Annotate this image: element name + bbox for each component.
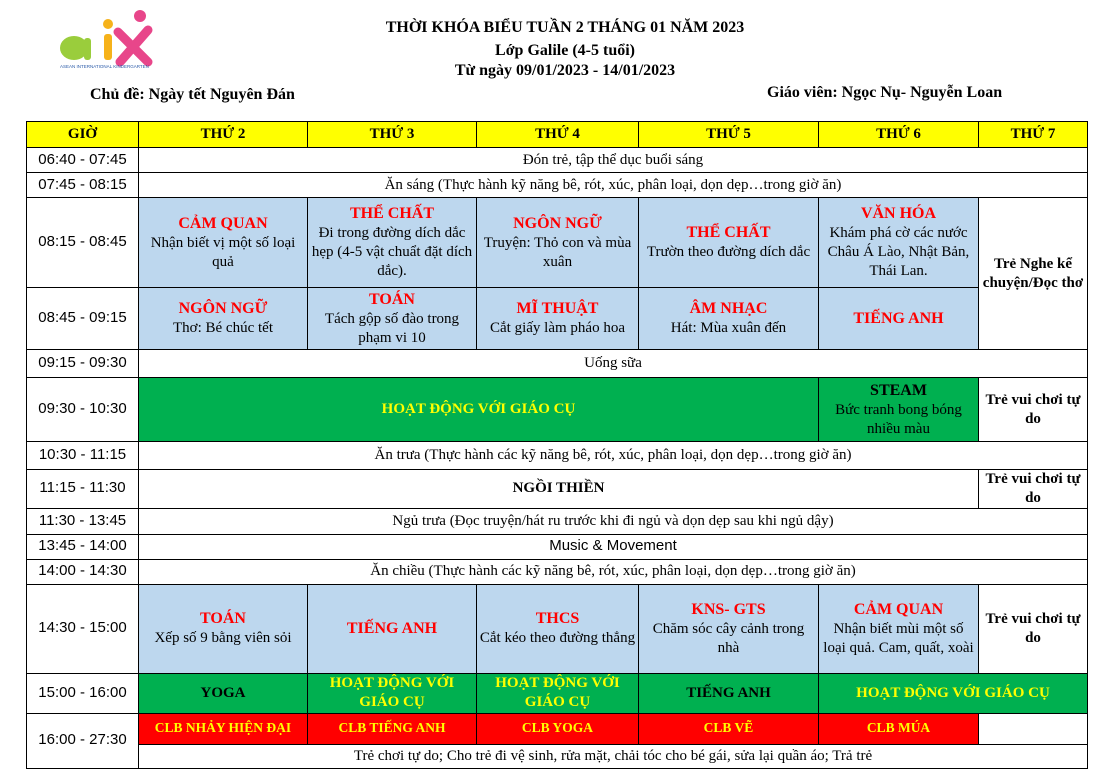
lesson-cell — [639, 288, 819, 350]
page-title: THỜI KHÓA BIỂU TUẦN 2 THÁNG 01 NĂM 2023 — [385, 19, 745, 36]
empty-cell — [979, 713, 1088, 744]
time-cell: 11:30 - 13:45 — [27, 508, 139, 534]
activity-label: HOẠT ĐỘNG VỚI GIÁO CỤ — [329, 675, 455, 710]
header-time: GIỜ — [27, 122, 139, 148]
lesson-cell — [819, 198, 979, 288]
subject-label: TIẾNG ANH — [853, 309, 944, 327]
activity-cell: Music & Movement — [139, 534, 1088, 559]
saturday-cell: Trẻ vui chơi tự do — [979, 584, 1088, 673]
activity-cell — [308, 673, 477, 713]
club-label: CLB NHẢY HIỆN ĐẠI — [154, 720, 292, 736]
lesson-desc: Truyện: Thỏ con và mùa xuân — [483, 234, 632, 270]
subject-label: TOÁN — [200, 610, 246, 628]
club-cell — [308, 713, 477, 744]
activity-label: NGỒI THIỀN — [512, 480, 605, 497]
subject-label: CẢM QUAN — [853, 600, 944, 618]
subject-label: KNS- GTS — [691, 600, 766, 618]
time-cell: 10:30 - 11:15 — [27, 442, 139, 470]
table-row — [27, 148, 1088, 173]
lesson-desc: Cắt giấy làm pháo hoa — [490, 320, 625, 337]
time-cell: 14:30 - 15:00 — [27, 584, 139, 673]
table-row — [27, 713, 1088, 744]
subject-label: MĨ THUẬT — [516, 300, 599, 318]
saturday-cell: Trẻ vui chơi tự do — [979, 378, 1088, 442]
subject-label: TOÁN — [369, 290, 415, 308]
topic: Chủ đề: Ngày tết Nguyên Đán — [90, 86, 295, 103]
time-cell: 08:15 - 08:45 — [27, 198, 139, 288]
lesson-desc: Nhận biết vị một số loại quả — [150, 234, 296, 270]
header-row — [27, 122, 1088, 148]
subject-label: NGÔN NGỮ — [513, 214, 602, 232]
lesson-desc: Trườn theo đường dích dắc — [646, 244, 811, 261]
activity-cell: Ăn sáng (Thực hành kỹ năng bê, rót, xúc, phân loại, dọn dẹp…trong giờ ăn) — [139, 173, 1088, 198]
club-cell — [639, 713, 819, 744]
header-wed: THỨ 4 — [477, 122, 639, 148]
lesson-desc: Chăm sóc cây cảnh trong nhà — [652, 620, 805, 656]
activity-label: HOẠT ĐỘNG VỚI GIÁO CỤ — [495, 675, 620, 710]
time-cell: 09:30 - 10:30 — [27, 378, 139, 442]
activity-cell: Trẻ chơi tự do; Cho trẻ đi vệ sinh, rửa mặt, chải tóc cho bé gái, sửa lại quần áo; Trả trẻ — [139, 744, 1088, 768]
activity-cell — [639, 673, 819, 713]
header-thu: THỨ 5 — [639, 122, 819, 148]
header-sat: THỨ 7 — [979, 122, 1088, 148]
table-row — [27, 534, 1088, 559]
table-row — [27, 584, 1088, 673]
activity-cell: Ăn chiều (Thực hành các kỹ năng bê, rót, xúc, phân loại, dọn dẹp…trong giờ ăn) — [139, 559, 1088, 584]
table-row — [27, 198, 1088, 288]
time-cell: 09:15 - 09:30 — [27, 350, 139, 378]
club-label: CLB VẼ — [703, 720, 754, 736]
teachers: Giáo viên: Ngọc Nụ- Nguyễn Loan — [767, 84, 1003, 101]
activity-cell: Ăn trưa (Thực hành các kỹ năng bê, rót, xúc, phân loại, dọn dẹp…trong giờ ăn) — [139, 442, 1088, 470]
activity-label: HOẠT ĐỘNG VỚI GIÁO CỤ — [381, 401, 576, 418]
table-row — [27, 442, 1088, 470]
subject-label: VĂN HÓA — [860, 205, 937, 223]
header-fri: THỨ 6 — [819, 122, 979, 148]
activity-cell — [139, 378, 819, 442]
activity-cell — [819, 673, 1088, 713]
table-row — [27, 173, 1088, 198]
saturday-cell: Trẻ Nghe kể chuyện/Đọc thơ — [979, 198, 1088, 350]
lesson-desc: Bức tranh bong bóng nhiều màu — [835, 401, 962, 437]
logo-caption: ASEAN INTERNATIONAL KINDERGARTEN — [60, 64, 149, 69]
club-label: CLB YOGA — [521, 720, 594, 736]
subject-label: NGÔN NGỮ — [178, 300, 268, 318]
lesson-cell — [308, 198, 477, 288]
club-cell — [477, 713, 639, 744]
activity-cell — [477, 673, 639, 713]
date-range: Từ ngày 09/01/2023 - 14/01/2023 — [454, 62, 676, 79]
subject-label: THỂ CHẤT — [349, 205, 434, 223]
time-cell: 15:00 - 16:00 — [27, 673, 139, 713]
lesson-cell — [639, 198, 819, 288]
class-line: Lớp Galile (4-5 tuổi) — [495, 42, 635, 59]
lesson-desc: Tách gộp số đào trong phạm vi 10 — [324, 310, 460, 346]
club-cell — [139, 713, 308, 744]
activity-cell — [139, 470, 979, 509]
lesson-desc: Xếp số 9 bằng viên sỏi — [154, 630, 292, 647]
table-row — [27, 508, 1088, 534]
subject-label: THỂ CHẤT — [686, 224, 771, 242]
lesson-desc: Thơ: Bé chúc tết — [173, 320, 273, 337]
lesson-cell — [819, 288, 979, 350]
activity-cell: Đón trẻ, tập thể dục buổi sáng — [139, 148, 1088, 173]
lesson-cell — [477, 198, 639, 288]
lesson-cell — [819, 584, 979, 673]
lesson-desc: Đi trong đường dích dắc hẹp (4-5 vật chuẩt đặt dích dắc). — [311, 225, 473, 279]
timetable — [26, 121, 1088, 769]
activity-cell: Ngủ trưa (Đọc truyện/hát ru trước khi đi ngủ và dọn dẹp sau khi ngủ dậy) — [139, 508, 1088, 534]
table-row — [27, 470, 1088, 509]
time-cell: 11:15 - 11:30 — [27, 470, 139, 509]
lesson-desc: Hát: Mùa xuân đến — [670, 320, 787, 337]
lesson-desc: Cắt kéo theo đường thẳng — [479, 630, 636, 647]
lesson-cell — [308, 584, 477, 673]
lesson-desc: Khám phá cờ các nước Châu Á Lào, Nhật Bản, Thái Lan. — [827, 225, 970, 279]
table-row — [27, 378, 1088, 442]
activity-label: YOGA — [200, 684, 246, 701]
subject-label: ÂM NHẠC — [689, 300, 768, 318]
time-cell: 07:45 - 08:15 — [27, 173, 139, 198]
activity-cell — [139, 673, 308, 713]
saturday-cell: Trẻ vui chơi tự do — [979, 470, 1088, 509]
activity-label: TIẾNG ANH — [686, 684, 771, 701]
time-cell: 08:45 - 09:15 — [27, 288, 139, 350]
lesson-desc: Nhận biết mùi một số loại quả. Cam, quất, xoài — [823, 620, 974, 656]
lesson-cell — [819, 378, 979, 442]
table-row — [27, 288, 1088, 350]
time-cell: 16:00 - 27:30 — [27, 713, 139, 768]
lesson-cell — [139, 584, 308, 673]
header-tue: THỨ 3 — [308, 122, 477, 148]
table-row — [27, 673, 1088, 713]
activity-cell: Uống sữa — [139, 350, 1088, 378]
activity-label: HOẠT ĐỘNG VỚI GIÁO CỤ — [856, 684, 1050, 701]
subject-label: STEAM — [870, 381, 927, 399]
lesson-cell — [477, 584, 639, 673]
table-row — [27, 559, 1088, 584]
header-mon: THỨ 2 — [139, 122, 308, 148]
lesson-cell — [308, 288, 477, 350]
time-cell: 14:00 - 14:30 — [27, 559, 139, 584]
club-label: CLB MÚA — [866, 720, 931, 736]
lesson-cell — [639, 584, 819, 673]
lesson-cell — [477, 288, 639, 350]
table-row — [27, 744, 1088, 768]
time-cell: 06:40 - 07:45 — [27, 148, 139, 173]
lesson-cell — [139, 198, 308, 288]
table-row — [27, 350, 1088, 378]
time-cell: 13:45 - 14:00 — [27, 534, 139, 559]
lesson-cell — [139, 288, 308, 350]
subject-label: CẢM QUAN — [178, 214, 268, 232]
subject-label: TIẾNG ANH — [346, 619, 438, 637]
club-label: CLB TIẾNG ANH — [338, 720, 446, 736]
subject-label: THCS — [535, 610, 580, 628]
club-cell — [819, 713, 979, 744]
